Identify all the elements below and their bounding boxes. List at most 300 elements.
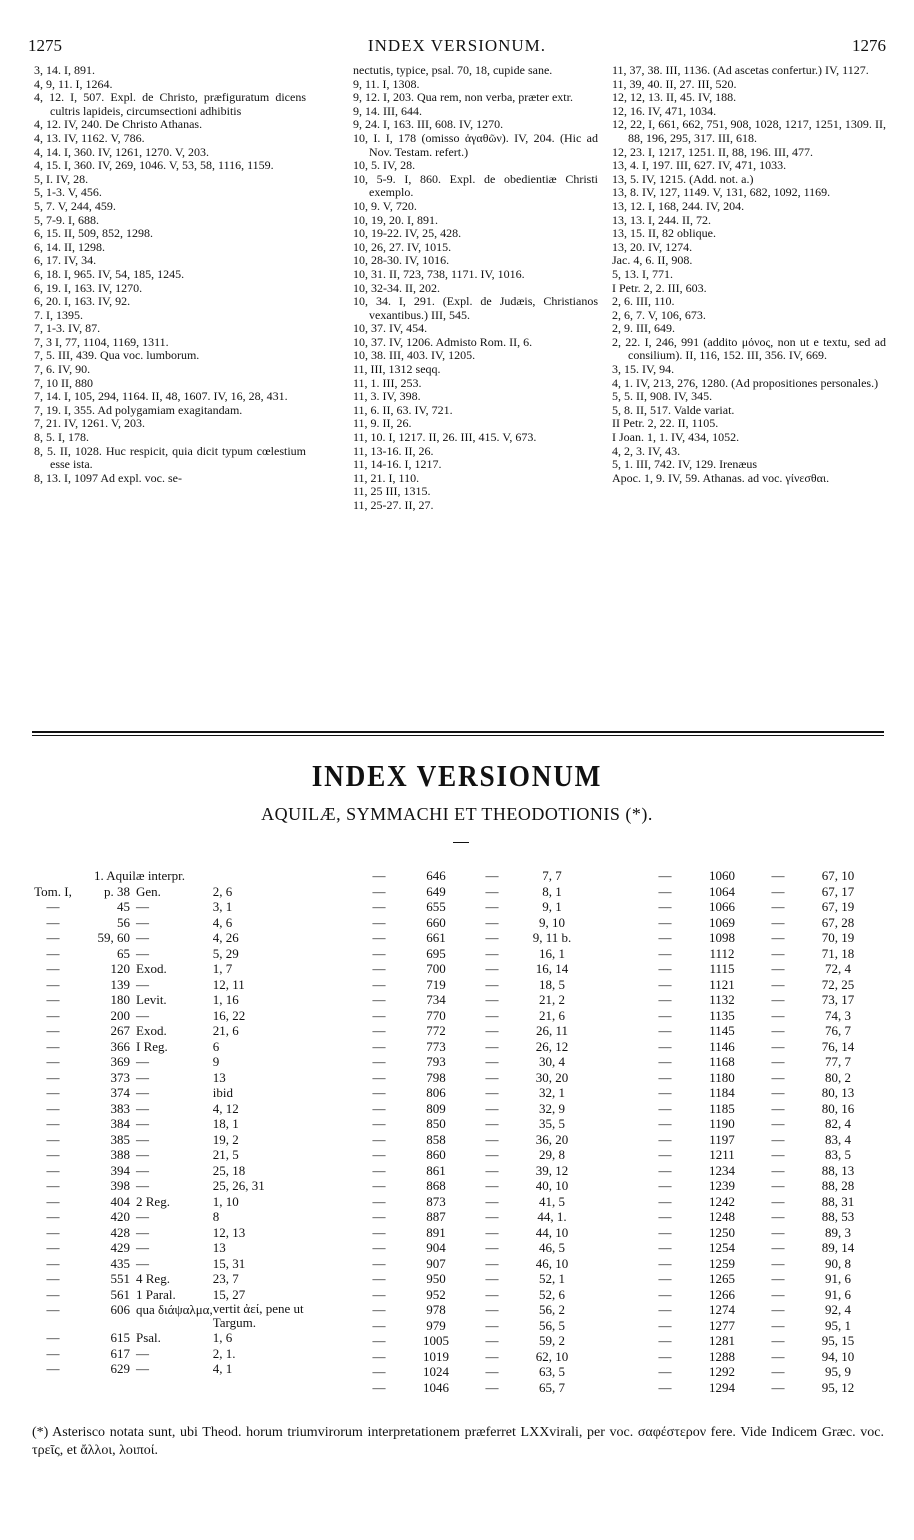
table-cell: 394: [110, 1162, 130, 1178]
table-cell: 2 Reg.: [136, 1193, 170, 1209]
table-cell: 798: [426, 1069, 446, 1085]
table-cell: —: [136, 1131, 149, 1147]
index-entry: 10, 37. IV, 454.: [353, 321, 428, 336]
table-cell: —: [372, 1240, 386, 1255]
index-entry: 11, 37, 38. III, 1136. (Ad ascetas confertur.) IV, 1127.: [612, 63, 869, 77]
table-cell: 1190: [709, 1116, 735, 1131]
table-cell: 551: [110, 1271, 130, 1286]
table-cell: —: [658, 899, 672, 914]
index-entry: 2, 6. III, 110.: [612, 294, 675, 309]
table-row: [358, 1271, 592, 1287]
table-row: [644, 1349, 878, 1365]
table-cell: —: [372, 899, 386, 914]
table-row: [32, 946, 315, 962]
table-row: [358, 1287, 592, 1303]
table-row: [644, 1194, 878, 1210]
table-cell: 25, 18: [212, 1162, 246, 1178]
index-entry: 10, 37. IV, 1206. Admisto Rom. II, 6.: [353, 334, 533, 349]
table-row: [32, 1178, 315, 1194]
table-cell: 5, 29: [212, 945, 239, 961]
table-row: [644, 1070, 878, 1086]
index-entry: 4, 1. IV, 213, 276, 1280. (Ad propositiones personales.): [612, 375, 879, 390]
table-cell: —: [136, 945, 149, 961]
table-cell: 660: [426, 914, 446, 930]
table-cell: 89, 14: [821, 1240, 855, 1255]
table-cell: 385: [110, 1131, 130, 1147]
table-cell: 18, 5: [539, 976, 565, 992]
table-cell: —: [46, 1178, 60, 1193]
table-cell: 1274: [709, 1302, 735, 1317]
table-cell: 435: [110, 1255, 130, 1271]
table-cell: —: [771, 930, 785, 945]
table-cell: 1024: [423, 1364, 449, 1379]
table-cell: 1060: [709, 868, 735, 883]
table-cell: —: [771, 1224, 785, 1240]
table-cell: —: [771, 1364, 785, 1379]
table-cell: 649: [426, 883, 446, 899]
table-cell: —: [46, 1038, 60, 1054]
table-row: [32, 1225, 315, 1241]
table-row: [644, 1163, 878, 1179]
table-row: [32, 1132, 315, 1148]
table-row: [358, 1349, 592, 1365]
table-cell: —: [136, 1209, 149, 1224]
table-cell: —: [658, 1209, 672, 1224]
index-entry: 5, 8. II, 517. Valde variat.: [612, 402, 735, 417]
table-cell: 398: [110, 1178, 130, 1193]
table-cell: —: [372, 1147, 386, 1162]
table-cell: —: [136, 1116, 149, 1131]
table-row: [358, 930, 592, 946]
table-row: [644, 1256, 878, 1272]
table-cell: —: [771, 883, 785, 899]
table-cell: 16, 1: [539, 945, 565, 961]
table-cell: —: [485, 1255, 499, 1271]
table-cell: —: [485, 1085, 499, 1100]
table-cell: 952: [426, 1286, 446, 1302]
table-row: [358, 946, 592, 962]
table-row: [358, 1194, 592, 1210]
table-cell: 868: [426, 1178, 446, 1193]
index-entry: 2, 22. I, 246, 991 (addito μόνος, non ut e textu, sed ad consilium). II, 116, 152. III, 356. IV, 669.: [612, 334, 886, 363]
table-cell: 772: [426, 1023, 446, 1038]
table-cell: 19, 2: [212, 1131, 239, 1147]
table-cell: —: [372, 883, 386, 899]
table-row: [32, 930, 315, 946]
table-cell: —: [771, 1116, 785, 1131]
table-row: [358, 884, 592, 900]
table-row: [644, 961, 878, 977]
table-cell: 850: [426, 1116, 446, 1131]
table-cell: —: [485, 1302, 499, 1317]
table-cell: 30, 4: [539, 1054, 565, 1069]
table-cell: —: [771, 1240, 785, 1255]
table-cell: —: [485, 1007, 499, 1023]
table-cell: —: [658, 1240, 672, 1255]
table-cell: 36, 20: [535, 1131, 569, 1147]
index-entry: 6, 17. IV, 34.: [34, 253, 97, 268]
table-row: [644, 930, 878, 946]
table-cell: 1019: [423, 1348, 449, 1364]
table-cell: —: [771, 1271, 785, 1286]
table-cell: Levit.: [136, 992, 167, 1007]
table-cell: —: [136, 1085, 149, 1100]
table-cell: —: [46, 1054, 60, 1069]
table-cell: 3, 1: [212, 899, 233, 914]
index-entry: nectutis, typice, psal. 70, 18, cupide sane.: [353, 63, 553, 77]
table-cell: —: [658, 930, 672, 945]
table-cell: —: [372, 1100, 386, 1116]
table-cell: —: [46, 1255, 60, 1271]
table-row: [644, 1178, 878, 1194]
table-cell: 65, 7: [539, 1379, 565, 1395]
table-row: [644, 1364, 878, 1380]
table-cell: 4, 1: [212, 1361, 233, 1376]
index-entry: 10, 31. II, 723, 738, 1171. IV, 1016.: [353, 266, 525, 281]
index-entry: 6, 15. II, 509, 852, 1298.: [34, 226, 153, 241]
table-row: [644, 1039, 878, 1055]
table-row: [644, 1085, 878, 1101]
table-cell: —: [136, 1361, 149, 1376]
index-entry: 6, 18. I, 965. IV, 54, 185, 1245.: [34, 266, 185, 281]
page-header: [28, 36, 886, 60]
table-cell: —: [372, 1038, 386, 1054]
table-cell: 1211: [709, 1147, 735, 1162]
index-entry: 7, 3 I, 77, 1104, 1169, 1311.: [34, 334, 169, 349]
table-cell: —: [136, 1007, 149, 1023]
table-cell: —: [46, 945, 60, 961]
table-cell: 8: [212, 1209, 220, 1224]
table-cell: 773: [426, 1038, 446, 1054]
table-cell: 95, 15: [821, 1333, 855, 1348]
table-cell: —: [485, 1116, 499, 1131]
table-cell: 88, 31: [821, 1193, 855, 1209]
table-cell: —: [658, 1333, 672, 1348]
table-cell: 1184: [709, 1085, 735, 1100]
index-entry: 11, 13-16. II, 26.: [353, 443, 434, 458]
table-cell: 29, 8: [539, 1147, 565, 1162]
index-entry: 12, 22, I, 661, 662, 751, 908, 1028, 1217, 1251, 1309. II, 88, 196, 295, 317. III, 618.: [612, 117, 886, 145]
table-cell: 561: [110, 1286, 130, 1302]
table-cell: 373: [110, 1069, 130, 1085]
table-cell: —: [485, 1054, 499, 1069]
table-cell: 35, 5: [539, 1116, 565, 1131]
table-cell: 16, 14: [535, 961, 569, 976]
table-cell: —: [658, 1255, 672, 1271]
table-row: [358, 915, 592, 931]
table-cell: 1185: [709, 1100, 735, 1116]
table-cell: 2, 1.: [212, 1345, 236, 1361]
table-row: [32, 992, 315, 1008]
table-cell: —: [658, 1271, 672, 1286]
table-cell: 1294: [709, 1379, 735, 1395]
table-cell: 21, 5: [212, 1147, 239, 1162]
versions-table-middle: [358, 868, 592, 1395]
table-cell: —: [771, 1302, 785, 1317]
table-row: [32, 1147, 315, 1163]
table-cell: 606: [110, 1302, 130, 1317]
table-cell: 67, 10: [821, 868, 855, 883]
table-cell: 1115: [709, 961, 735, 976]
index-entry: 13, 13. I, 244. II, 72.: [612, 212, 711, 227]
table-row: [644, 1380, 878, 1396]
table-row: [358, 1070, 592, 1086]
table-cell: 9, 10: [539, 914, 565, 930]
table-cell: 661: [426, 930, 446, 945]
table-cell: 72, 25: [821, 976, 855, 992]
table-cell: 52, 1: [539, 1271, 565, 1286]
table-cell: 16, 22: [212, 1007, 246, 1023]
table-cell: —: [372, 976, 386, 992]
table-cell: 23, 7: [212, 1271, 239, 1286]
index-entry: 13, 4. I, 197. III, 627. IV, 471, 1033.: [612, 158, 787, 173]
table-cell: —: [46, 914, 60, 930]
index-entry: 8, 5. II, 1028. Huc respicit, quia dicit typum cœlestium esse ista.: [34, 443, 306, 472]
table-cell: 858: [426, 1131, 446, 1147]
index-entry: 10, 19-22. IV, 25, 428.: [353, 226, 462, 241]
table-cell: —: [485, 945, 499, 961]
table-cell: 40, 10: [535, 1178, 569, 1193]
index-entry: 7, 10 II, 880: [34, 375, 93, 390]
table-cell: p. 38: [104, 883, 130, 899]
table-cell: 67, 28: [821, 914, 855, 930]
page-number-right: 1276: [852, 36, 886, 55]
footnote: (*) Asterisco notata sunt, ubi Theod. horum triumvirorum interpretationem præferret LXXvirali, per voc. σαφέστερον fere. Vide Indicem Græc. voc. τρεῖς, et ἄλλοι, λοιποί.: [32, 1425, 884, 1458]
table-cell: 1064: [709, 883, 735, 899]
table-row: [644, 992, 878, 1008]
table-cell: —: [771, 1317, 785, 1333]
table-cell: qua διάψαλμα,: [136, 1302, 213, 1317]
table-cell: 9, 1: [542, 899, 562, 914]
table-row: [32, 1116, 315, 1132]
index-entry: 11, 6. II, 63. IV, 721.: [353, 402, 453, 417]
table-cell: 95, 9: [825, 1364, 851, 1379]
table-cell: 180: [110, 992, 130, 1007]
table-cell: 1135: [709, 1007, 735, 1023]
title-dash: [453, 842, 469, 843]
index-entry: Jac. 4, 6. II, 908.: [612, 253, 693, 268]
table-cell: 1242: [709, 1193, 735, 1209]
table-cell: —: [658, 1317, 672, 1333]
table-cell: 45: [117, 899, 130, 914]
table-cell: —: [485, 899, 499, 914]
table-cell: —: [372, 914, 386, 930]
table-row: [32, 1008, 315, 1024]
index-entry: 10, 28-30. IV, 1016.: [353, 253, 450, 268]
table-row: [644, 1023, 878, 1039]
table-cell: —: [485, 1271, 499, 1286]
index-entry: 12, 23. I, 1217, 1251. II, 88, 196. III, 477.: [612, 144, 813, 159]
table-cell: —: [46, 1007, 60, 1023]
table-cell: —: [136, 1147, 149, 1162]
table-cell: 4, 6: [212, 914, 233, 930]
table-cell: —: [46, 992, 60, 1007]
table-cell: —: [485, 930, 499, 945]
table-row: [32, 1302, 315, 1330]
table-cell: 46, 5: [539, 1240, 565, 1255]
table-cell: —: [136, 976, 149, 992]
table-cell: 1046: [423, 1379, 449, 1395]
table-cell: —: [485, 1162, 499, 1178]
table-cell: —: [658, 1116, 672, 1131]
table-cell: —: [771, 976, 785, 992]
table-cell: Exod.: [136, 961, 167, 976]
table-cell: 21, 6: [212, 1023, 239, 1038]
table-cell: 366: [110, 1038, 130, 1054]
table-row: [644, 1132, 878, 1148]
table-cell: —: [658, 1023, 672, 1038]
table-cell: 9, 11 b.: [532, 930, 572, 945]
table-cell: —: [46, 961, 60, 976]
table-cell: 63, 5: [539, 1364, 565, 1379]
index-entry: 4, 12. IV, 240. De Christo Athanas.: [34, 117, 203, 132]
table-cell: —: [658, 1085, 672, 1100]
index-entry: 4, 12. I, 507. Expl. de Christo, præfiguratum dicens cultris lapideis, circumsectioni adhibitis: [34, 90, 306, 118]
table-cell: —: [658, 1007, 672, 1023]
table-cell: 74, 3: [825, 1007, 851, 1023]
table-cell: 1 Paral.: [136, 1286, 176, 1302]
table-cell: —: [46, 1100, 60, 1116]
index-entry: 6, 19. I, 163. IV, 1270.: [34, 280, 143, 295]
table-cell: —: [771, 992, 785, 1007]
section-title: INDEX VERSIONUM: [311, 758, 603, 793]
table-cell: —: [485, 1333, 499, 1348]
table-row: [644, 946, 878, 962]
table-cell: ibid: [212, 1085, 233, 1100]
table-cell: —: [46, 930, 60, 945]
table-row: [644, 1287, 878, 1303]
table-cell: —: [771, 1193, 785, 1209]
table-cell: —: [372, 1085, 386, 1100]
index-entry: 7, 21. IV, 1261. V, 203.: [34, 416, 146, 431]
table-row: [358, 1333, 592, 1349]
table-row: [32, 1271, 315, 1287]
index-entry: 2, 9. III, 649.: [612, 321, 675, 336]
table-cell: 56: [117, 914, 130, 930]
table-cell: —: [46, 1193, 60, 1209]
table-cell: —: [771, 1069, 785, 1085]
table-cell: —: [136, 1224, 149, 1240]
table-row: [644, 1054, 878, 1070]
table-cell: —: [136, 914, 149, 930]
index-entry: 11, III, 1312 seqq.: [353, 362, 441, 377]
table-cell: 700: [426, 961, 446, 976]
table-cell: —: [372, 1379, 386, 1395]
table-cell: —: [658, 1162, 672, 1178]
index-entry: 11, 3. IV, 398.: [353, 389, 421, 404]
table-row: [358, 1039, 592, 1055]
table-cell: —: [771, 1007, 785, 1023]
table-cell: —: [485, 1038, 499, 1054]
index-entry: 11, 25-27. II, 27.: [353, 498, 434, 512]
index-entry: 10, 26, 27. IV, 1015.: [353, 239, 452, 254]
table-cell: —: [771, 1348, 785, 1364]
index-entry: 7, 14. I, 105, 294, 1164. II, 48, 1607. IV, 16, 28, 431.: [34, 389, 288, 404]
index-entry: 4, 15. I, 360. IV, 269, 1046. V, 53, 58, 1116, 1159.: [34, 158, 274, 173]
table-cell: —: [372, 1271, 386, 1286]
table-cell: —: [136, 899, 149, 914]
versions-heading: 1. Aquilæ interpr.: [94, 868, 185, 883]
versions-table-right: [644, 868, 878, 1395]
index-entry: 4, 14. I, 360. IV, 1261, 1270. V, 203.: [34, 144, 210, 159]
table-cell: —: [485, 976, 499, 992]
table-row: [32, 1070, 315, 1086]
table-cell: 67, 17: [821, 883, 855, 899]
table-cell: 891: [426, 1224, 446, 1240]
table-cell: 1005: [423, 1333, 449, 1348]
table-cell: 1281: [709, 1333, 735, 1348]
table-cell: —: [771, 1162, 785, 1178]
table-cell: 1265: [709, 1271, 735, 1286]
table-cell: 82, 4: [825, 1116, 851, 1131]
table-row: [358, 1302, 592, 1318]
running-title: INDEX VERSIONUM.: [367, 36, 547, 55]
index-entry: 11, 25 III, 1315.: [353, 484, 431, 499]
table-cell: 92, 4: [825, 1302, 851, 1317]
table-cell: 70, 19: [821, 930, 855, 945]
table-cell: —: [372, 1224, 386, 1240]
table-row: [358, 899, 592, 915]
table-cell: —: [658, 1054, 672, 1069]
table-cell: 6: [212, 1038, 220, 1054]
table-cell: 428: [110, 1224, 130, 1240]
table-cell: —: [485, 1348, 499, 1364]
table-row: [358, 1318, 592, 1334]
table-cell: 770: [426, 1007, 446, 1023]
table-cell: —: [46, 1286, 60, 1302]
table-cell: —: [658, 992, 672, 1007]
table-cell: 83, 4: [825, 1131, 851, 1147]
table-cell: 80, 16: [821, 1100, 855, 1116]
table-cell: Tom. I,: [34, 883, 72, 899]
table-cell: —: [485, 1178, 499, 1193]
table-cell: —: [658, 1069, 672, 1085]
table-cell: 1145: [709, 1023, 735, 1038]
table-row: [32, 1054, 315, 1070]
table-cell: —: [771, 1379, 785, 1395]
index-entry: 10, 9. V, 720.: [353, 198, 417, 213]
index-entry: 10, 5-9. I, 860. Expl. de obedientiæ Christi exemplo.: [353, 171, 598, 200]
table-cell: —: [658, 1224, 672, 1240]
table-row: [358, 1132, 592, 1148]
table-cell: 13: [212, 1069, 226, 1085]
index-entry: 5, 5. II, 908. IV, 345.: [612, 389, 713, 404]
table-cell: —: [46, 1209, 60, 1224]
table-cell: —: [771, 1023, 785, 1038]
table-cell: 139: [110, 976, 130, 992]
table-cell: 1, 7: [212, 961, 233, 976]
table-cell: —: [372, 1131, 386, 1147]
table-cell: —: [658, 1131, 672, 1147]
index-entry: 5, I. IV, 28.: [34, 171, 89, 186]
index-entry: 12, 16. IV, 471, 1034.: [612, 103, 717, 118]
table-cell: —: [771, 1209, 785, 1224]
table-cell: 383: [110, 1100, 130, 1116]
table-cell: 44, 10: [535, 1224, 569, 1240]
table-cell: 1, 6: [212, 1330, 233, 1345]
table-cell: 39, 12: [535, 1162, 569, 1178]
index-entry: 11, 14-16. I, 1217.: [353, 457, 442, 472]
table-cell: —: [658, 961, 672, 976]
table-cell: 56, 5: [539, 1317, 565, 1333]
index-entry: 13, 20. IV, 1274.: [612, 239, 693, 254]
table-cell: 83, 5: [825, 1147, 851, 1162]
index-entry: 13, 8. IV, 127, 1149. V, 131, 682, 1092, 1169.: [612, 185, 831, 200]
table-cell: 4 Reg.: [136, 1271, 170, 1286]
table-cell: 617: [110, 1345, 130, 1361]
table-cell: —: [372, 1364, 386, 1379]
index-entry: 2, 6, 7. V, 106, 673.: [612, 307, 706, 322]
